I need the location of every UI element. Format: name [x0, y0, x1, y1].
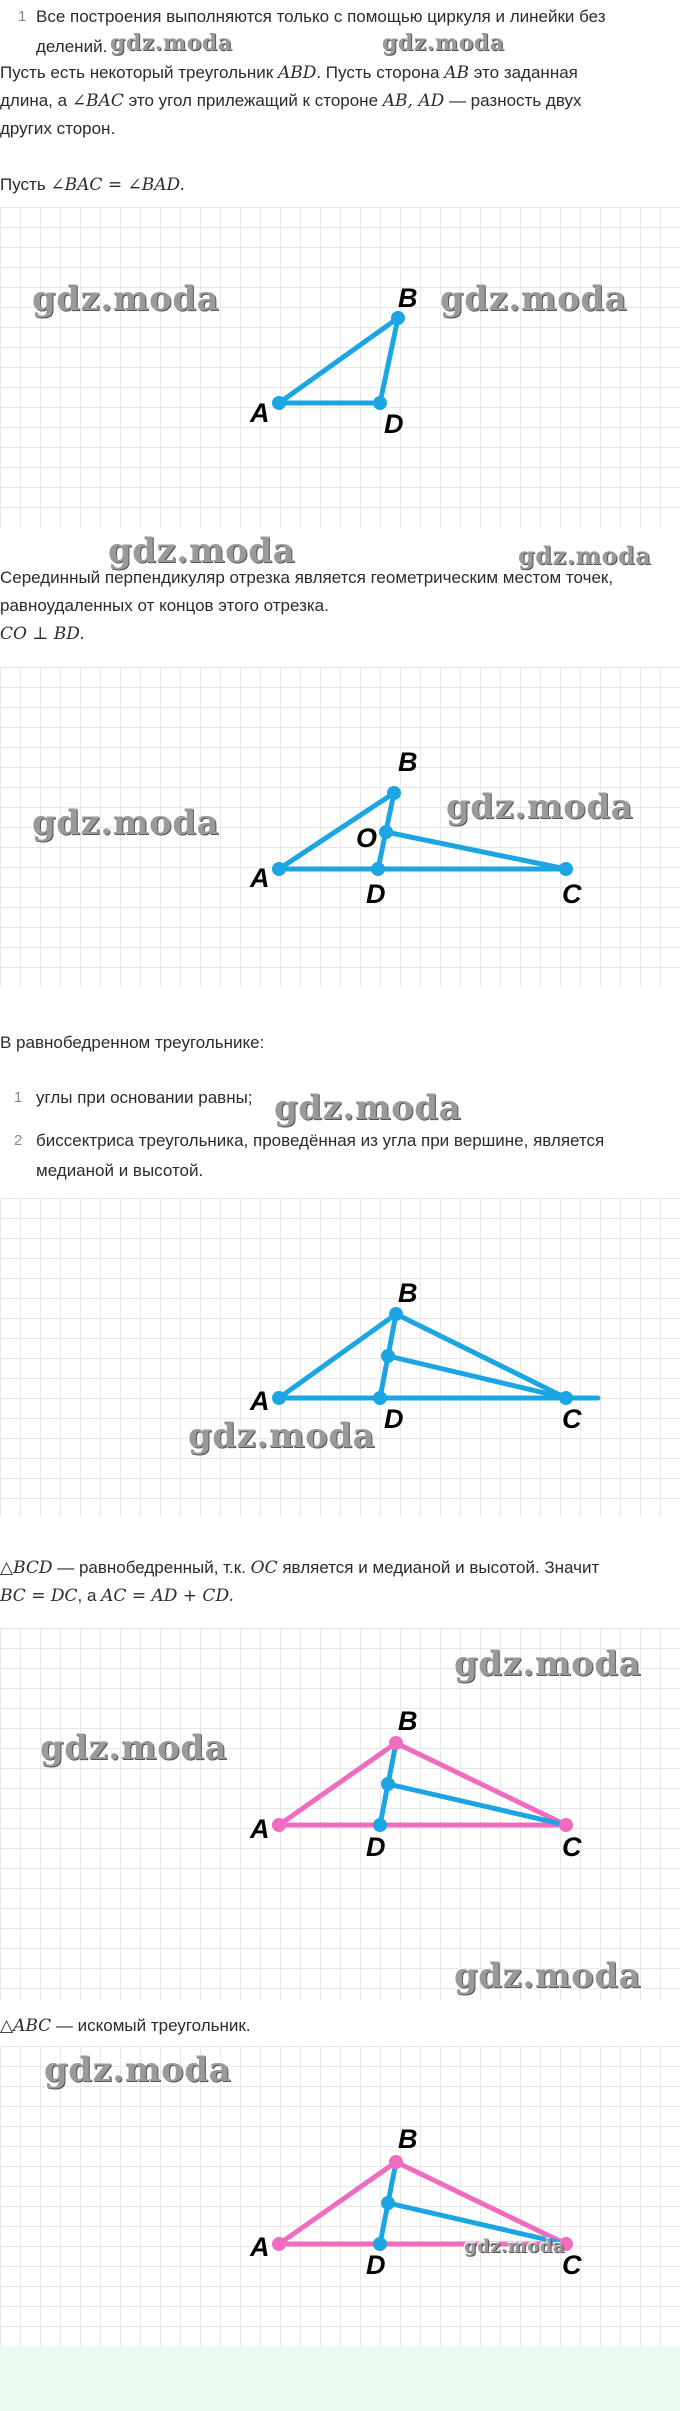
- segment-oc: [386, 832, 566, 869]
- segment-oc: [388, 1356, 566, 1398]
- point-a: [272, 1818, 286, 1832]
- label-b: B: [398, 1706, 418, 1736]
- segment-bc: [396, 1743, 566, 1825]
- point-c: [559, 1391, 573, 1405]
- figure-3-drawing: [0, 1198, 680, 1516]
- watermark: gdz.moda: [518, 541, 652, 570]
- point-c: [559, 1818, 573, 1832]
- point-a: [272, 2237, 286, 2251]
- point-b: [387, 786, 401, 800]
- point-d: [373, 2237, 387, 2251]
- label-o: O: [356, 823, 378, 853]
- point-c: [559, 862, 573, 876]
- label-d: D: [366, 2250, 386, 2280]
- point-d: [373, 1391, 387, 1405]
- label-a: A: [250, 1386, 270, 1416]
- figure-5: [0, 2046, 680, 2346]
- label-a: A: [250, 398, 270, 428]
- label-d: D: [366, 1832, 386, 1862]
- segment-ab: [279, 1314, 396, 1398]
- segment-ab: [279, 2162, 396, 2244]
- label-d: D: [384, 1404, 404, 1434]
- step-text: Все построения выполняются только с помощью циркуля и линейки без делений.: [36, 7, 606, 56]
- list-number: 1: [14, 1089, 23, 1106]
- label-c: C: [562, 2250, 582, 2280]
- segment-ab: [279, 1743, 396, 1825]
- watermark: gdz.moda: [454, 1956, 642, 1996]
- watermark: gdz.moda: [32, 803, 220, 843]
- watermark: gdz.moda: [382, 30, 505, 56]
- label-d: D: [366, 879, 386, 909]
- paragraph-result: △ABC — искомый треугольник.: [0, 2016, 251, 2036]
- figure-3: [0, 1198, 680, 1516]
- label-d: D: [384, 409, 404, 439]
- label-c: C: [562, 1832, 582, 1862]
- label-b: B: [398, 2124, 418, 2154]
- list-number: 2: [14, 1132, 23, 1149]
- watermark: gdz.moda: [110, 30, 233, 56]
- segment-oc: [388, 1784, 566, 1825]
- figure-1-drawing: [0, 207, 680, 527]
- label-b: B: [398, 747, 418, 777]
- watermark: gdz.moda: [188, 1416, 376, 1456]
- point-o: [381, 2196, 395, 2210]
- point-a: [272, 1391, 286, 1405]
- paragraph-bcd-isosceles: △BCD — равнобедренный, т.к. OC является и медианой и высотой. Значит BC = DC, а AC = AD + CD.: [0, 1558, 600, 1606]
- point-o: [381, 1349, 395, 1363]
- label-b: B: [398, 283, 418, 313]
- point-b: [389, 1307, 403, 1321]
- watermark: gdz.moda: [274, 1088, 462, 1128]
- point-a: [272, 862, 286, 876]
- point-d: [373, 1818, 387, 1832]
- label-c: C: [562, 1404, 582, 1434]
- watermark: gdz.moda: [446, 787, 634, 827]
- point-a: [272, 396, 286, 410]
- point-o: [379, 825, 393, 839]
- point-b: [389, 2155, 403, 2169]
- segment-bc: [396, 2162, 566, 2244]
- figure-4: [0, 1628, 680, 2000]
- segment-bc: [396, 1314, 566, 1398]
- label-b: B: [398, 1278, 418, 1308]
- point-o: [381, 1777, 395, 1791]
- watermark: gdz.moda: [32, 279, 220, 319]
- point-b: [389, 1736, 403, 1750]
- figure-1: [0, 207, 680, 571]
- paragraph-perpendicular-bisector: Серединный перпендикуляр отрезка является геометрическим местом точек, равноудаленных от концов этого отрезка. CO ⊥ BD.: [0, 568, 614, 644]
- paragraph-triangle-abd: Пусть есть некоторый треугольник ABD. Пусть сторона AB это заданная длина, а ∠BAC это угол прилежащий к стороне AB, AD — разность двух других сторон.: [0, 63, 582, 138]
- label-c: C: [562, 879, 582, 909]
- watermark: gdz.moda: [454, 1644, 642, 1684]
- watermark: gdz.moda: [440, 279, 628, 319]
- label-a: A: [250, 1814, 270, 1844]
- point-b: [391, 311, 405, 325]
- point-d: [373, 396, 387, 410]
- step-number: 1: [18, 8, 27, 25]
- watermark: gdz.moda: [108, 531, 296, 571]
- paragraph-angle-equality: Пусть ∠BAC = ∠BAD.: [0, 175, 185, 195]
- watermark: gdz.moda: [44, 2050, 232, 2090]
- figure-5-drawing: [0, 2046, 680, 2346]
- paragraph-isosceles: В равнобедренном треугольнике:: [0, 1033, 265, 1052]
- point-d: [371, 862, 385, 876]
- label-a: A: [250, 863, 270, 893]
- footer-banner: [0, 2346, 680, 2411]
- watermark: gdz.moda: [40, 1728, 228, 1768]
- label-a: A: [250, 2232, 270, 2262]
- watermark: gdz.moda: [464, 2236, 565, 2257]
- figure-2: [0, 667, 680, 987]
